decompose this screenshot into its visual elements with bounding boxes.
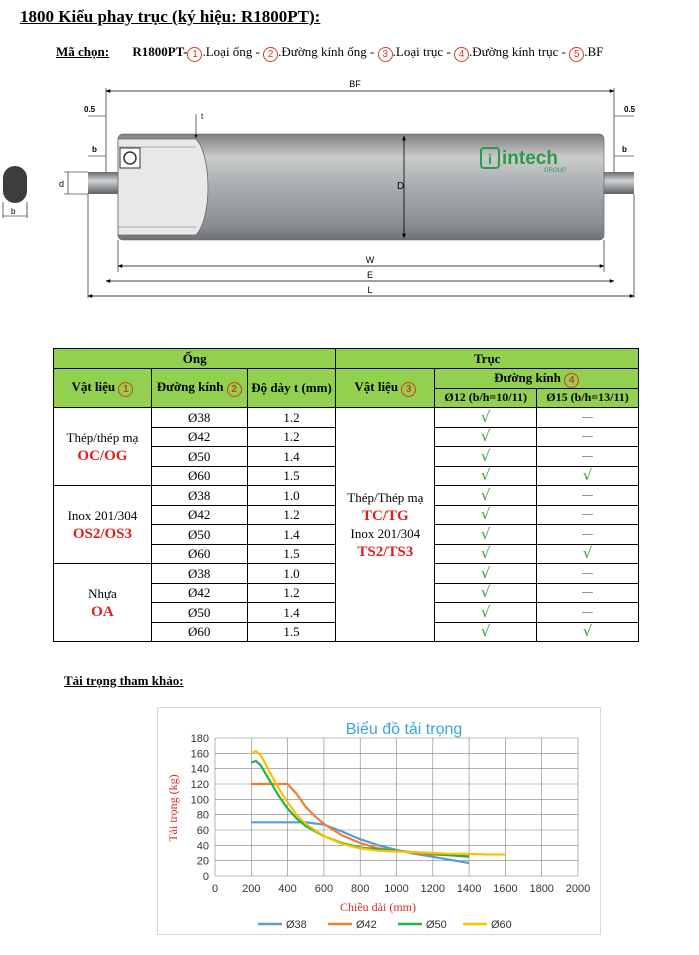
- y-tick-label: 100: [190, 794, 209, 807]
- series-line-Ø60: [251, 751, 505, 855]
- y-tick-label: 120: [190, 779, 209, 791]
- x-tick-label: 0: [211, 883, 219, 895]
- logo-group: GROUP: [544, 168, 567, 174]
- shaft-material-cell: [336, 408, 435, 642]
- y-tick-label: 40: [196, 840, 209, 853]
- check-icon: √: [537, 466, 639, 486]
- x-tick-label: 2000: [565, 883, 591, 895]
- dim-b-right: b: [622, 145, 627, 154]
- check-icon: √: [435, 525, 537, 545]
- check-icon: √: [435, 544, 537, 564]
- material-name: Inox 201/304: [67, 507, 138, 523]
- diameter-cell: Ø42: [151, 505, 247, 525]
- page-title: 1800 Kiểu phay trục (ký hiệu: R1800PT):: [20, 7, 321, 26]
- diameter-cell: Ø60: [151, 622, 247, 642]
- thickness-cell: 1.4: [247, 525, 336, 545]
- chart-title: Biểu đồ tải trọng: [345, 721, 463, 738]
- load-chart: [157, 707, 601, 935]
- dash-icon: —: [537, 408, 639, 428]
- tube-header: Ống: [54, 349, 336, 369]
- dim-D: D: [397, 181, 405, 192]
- code-number-4: 4: [454, 47, 469, 62]
- check-icon: √: [537, 622, 639, 642]
- y-tick-label: 20: [196, 855, 209, 868]
- check-icon: √: [537, 544, 639, 564]
- col-d15: Ø15 (b/h=13/11): [537, 388, 639, 408]
- x-tick-label: 600: [314, 883, 334, 895]
- dim-E: E: [366, 270, 374, 280]
- thickness-cell: 1.5: [247, 544, 336, 564]
- dash-icon: —: [537, 525, 639, 545]
- badge-4: 4: [564, 373, 579, 388]
- diameter-cell: Ø38: [151, 408, 247, 428]
- legend-label: Ø50: [426, 919, 447, 931]
- material-name: Nhựa: [88, 585, 117, 601]
- code-part-4: .Đường kính trục -: [469, 44, 570, 59]
- code-number-5: 5: [569, 47, 584, 62]
- diameter-cell: Ø50: [151, 525, 247, 545]
- shaft-code-2: TS2/TS3: [357, 543, 414, 560]
- material-cell: [54, 408, 152, 486]
- col-diameter: Đường kính 2: [151, 368, 247, 408]
- dash-icon: —: [537, 447, 639, 467]
- shaft-name-2: Inox 201/304: [350, 525, 421, 541]
- x-tick-label: 1200: [420, 883, 446, 895]
- thickness-cell: 1.0: [247, 564, 336, 584]
- dim-t: t: [201, 112, 204, 121]
- badge-3: 3: [401, 382, 416, 397]
- check-icon: √: [435, 408, 537, 428]
- x-axis-label: Chiều dài (mm): [340, 900, 416, 914]
- thickness-cell: 1.2: [247, 505, 336, 525]
- spec-table: [53, 348, 639, 642]
- dash-icon: —: [537, 486, 639, 506]
- col-material: Vật liệu 1: [54, 368, 152, 408]
- diameter-cell: Ø60: [151, 466, 247, 486]
- check-icon: √: [435, 505, 537, 525]
- table-row: [54, 408, 639, 428]
- dash-icon: —: [537, 427, 639, 447]
- diameter-cell: Ø38: [151, 564, 247, 584]
- logo-brand: intech: [502, 148, 558, 169]
- dim-BF: BF: [349, 79, 361, 89]
- dim-W: W: [365, 255, 375, 265]
- thickness-cell: 1.2: [247, 427, 336, 447]
- check-icon: √: [435, 583, 537, 603]
- dash-icon: —: [537, 505, 639, 525]
- diameter-cell: Ø50: [151, 447, 247, 467]
- y-axis-label: Tải trọng (kg): [166, 774, 180, 842]
- col-d12: Ø12 (b/h=10/11): [435, 388, 537, 408]
- y-tick-label: 60: [196, 825, 209, 837]
- selection-code: [56, 44, 603, 62]
- x-tick-label: 400: [278, 883, 297, 895]
- material-name: Thép/thép mạ: [66, 429, 139, 445]
- check-icon: √: [435, 564, 537, 584]
- code-part-1: .Loại ống -: [202, 44, 264, 59]
- code-part-2: .Đường kính ống -: [278, 44, 378, 59]
- dim-b-left: b: [92, 145, 97, 154]
- x-tick-label: 1600: [493, 883, 518, 895]
- legend-label: Ø42: [356, 919, 377, 931]
- thickness-cell: 1.5: [247, 622, 336, 642]
- check-icon: √: [435, 447, 537, 467]
- check-icon: √: [435, 466, 537, 486]
- check-icon: √: [435, 603, 537, 623]
- right-shaft: [600, 172, 634, 194]
- dim-b-section: b: [11, 207, 16, 216]
- code-label: Mã chọn:: [56, 44, 110, 59]
- badge-2: 2: [227, 382, 242, 397]
- diameter-cell: Ø50: [151, 603, 247, 623]
- code-number-2: 2: [263, 47, 278, 62]
- dim-d: d: [59, 179, 65, 189]
- y-tick-label: 80: [196, 809, 209, 822]
- thickness-cell: 1.5: [247, 466, 336, 486]
- y-tick-label: 140: [190, 763, 209, 776]
- x-tick-label: 800: [351, 883, 370, 895]
- x-tick-label: 1800: [529, 883, 554, 895]
- col-shaft-diameter: Đường kính 4: [435, 368, 639, 388]
- thickness-cell: 1.2: [247, 583, 336, 603]
- check-icon: √: [435, 427, 537, 447]
- y-tick-label: 0: [202, 871, 209, 883]
- dash-icon: —: [537, 564, 639, 584]
- thickness-cell: 1.0: [247, 486, 336, 506]
- code-number-3: 3: [378, 47, 393, 62]
- bearing: [120, 148, 140, 168]
- left-shaft: [88, 172, 122, 194]
- diameter-cell: Ø38: [151, 486, 247, 506]
- shaft-code-1: TC/TG: [362, 507, 409, 524]
- material-cell: [54, 486, 152, 564]
- y-tick-label: 180: [190, 733, 209, 745]
- diameter-cell: Ø60: [151, 544, 247, 564]
- reference-title: Tải trọng tham khảo:: [64, 673, 184, 688]
- material-code: OS2/OS3: [72, 525, 133, 542]
- x-tick-label: 200: [242, 883, 261, 895]
- dash-icon: —: [537, 603, 639, 623]
- dim-gap-left: 0.5: [84, 105, 96, 114]
- diameter-cell: Ø42: [151, 427, 247, 447]
- thickness-cell: 1.2: [247, 408, 336, 428]
- dash-icon: —: [537, 583, 639, 603]
- thickness-cell: 1.4: [247, 447, 336, 467]
- dim-L: L: [367, 285, 373, 295]
- material-cell: [54, 564, 152, 642]
- shaft-name-1: Thép/Thép mạ: [347, 489, 424, 505]
- shaft-header: Trục: [336, 349, 639, 369]
- logo-icon-letter: i: [488, 151, 492, 167]
- material-code: OA: [91, 603, 114, 620]
- load-chart-svg: [158, 708, 602, 936]
- x-tick-label: 1000: [384, 883, 409, 895]
- roller-drawing: [0, 68, 699, 313]
- check-icon: √: [435, 622, 537, 642]
- material-code: OC/OG: [77, 447, 128, 464]
- col-shaft-material: Vật liệu 3: [336, 368, 435, 408]
- y-tick-label: 160: [190, 748, 209, 761]
- code-prefix: R1800PT-: [132, 44, 188, 59]
- diameter-cell: Ø42: [151, 583, 247, 603]
- code-number-1: 1: [187, 47, 202, 62]
- badge-1: 1: [118, 382, 133, 397]
- legend-label: Ø38: [286, 919, 307, 931]
- shaft-cross-section: [3, 166, 27, 203]
- legend-label: Ø60: [491, 919, 512, 931]
- col-thickness: Độ dày t (mm): [247, 368, 336, 408]
- dim-gap-right: 0.5: [624, 105, 636, 114]
- thickness-cell: 1.4: [247, 603, 336, 623]
- x-tick-label: 1400: [456, 883, 482, 895]
- code-part-3: .Loại trục -: [392, 44, 455, 59]
- check-icon: √: [435, 486, 537, 506]
- code-part-5: .BF: [584, 44, 604, 59]
